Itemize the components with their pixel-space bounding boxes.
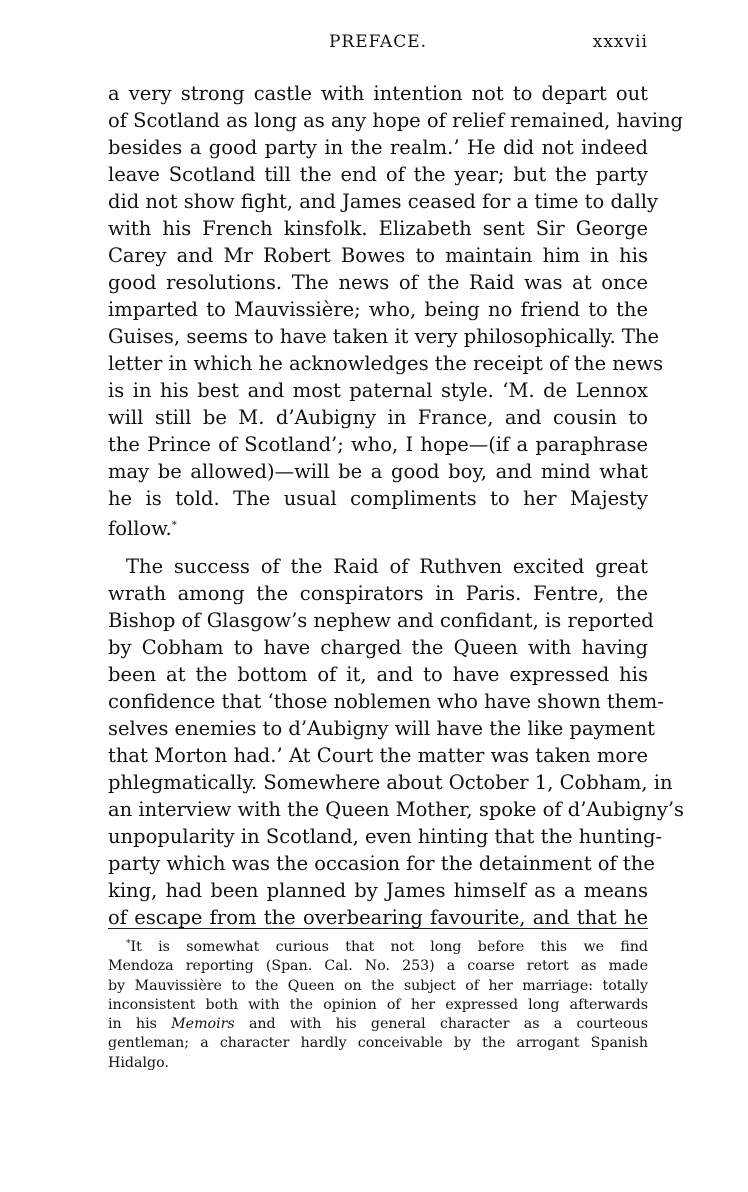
text-line: an interview with the Queen Mother, spoke of d’Aubigny’s xyxy=(108,798,685,821)
footnote xyxy=(108,935,648,1073)
text-line: selves enemies to d’Aubigny will have the like payment xyxy=(108,717,655,740)
text-line: he is told. The usual compliments to her Majesty xyxy=(108,487,648,510)
text-line: that Morton had.’ At Court the matter was taken more xyxy=(108,744,648,767)
footnote-text: inconsistent both with the opinion of her expressed long afterwards xyxy=(108,996,648,1013)
text-line: phlegmatically. Somewhere about October 1, Cobham, in xyxy=(108,771,673,794)
text-line: imparted to Mauvissière; who, being no friend to the xyxy=(108,298,648,321)
running-head-title: PREFACE. xyxy=(328,32,428,52)
page-number: xxxvii xyxy=(592,32,648,52)
text-line: leave Scotland till the end of the year; but the party xyxy=(108,163,648,186)
text-line: Bishop of Glasgow’s nephew and confidant, is reported xyxy=(108,609,654,632)
footnote-text: in his xyxy=(108,1016,172,1033)
text-line: letter in which he acknowledges the receipt of the news xyxy=(108,352,664,375)
footnote-text: It is somewhat curious that not long before this we find xyxy=(130,939,648,955)
text-line: unpopularity in Scotland, even hinting that the hunting- xyxy=(108,825,663,848)
text-line: a very strong castle with intention not to depart out xyxy=(108,82,648,105)
text-line: of Scotland as long as any hope of relief remained, having xyxy=(108,109,684,132)
footnote-mark: * xyxy=(126,939,131,949)
text-line-last xyxy=(108,512,648,542)
text-line: follow. xyxy=(108,517,172,540)
footnote-reference[interactable]: * xyxy=(171,520,177,531)
text-line: besides a good party in the realm.’ He did not indeed xyxy=(108,136,648,159)
running-head xyxy=(108,32,648,56)
text-line: Carey and Mr Robert Bowes to maintain him in his xyxy=(108,244,648,267)
text-line: party which was the occasion for the detainment of the xyxy=(108,852,655,875)
footnote-text: Mendoza reporting (Span. Cal. No. 253) a coarse retort as made xyxy=(108,958,648,975)
paragraph-2 xyxy=(108,553,685,931)
text-line: The success of the Raid of Ruthven excited great xyxy=(126,555,648,578)
text-line: may be allowed)—will be a good boy, and mind what xyxy=(108,460,648,483)
paragraph-1 xyxy=(108,80,684,542)
text-line: confidence that ‘those noblemen who have shown them- xyxy=(108,690,664,713)
footnote-text: and with his general character as a courteous xyxy=(248,1016,648,1033)
footnote-divider xyxy=(108,928,648,929)
footnote-text: by Mauvissière to the Queen on the subject of her marriage: totally xyxy=(108,977,648,994)
text-line: Guises, seems to have taken it very philosophically. The xyxy=(108,325,659,348)
body-text xyxy=(108,80,685,931)
text-line: of escape from the overbearing favourite, and that he xyxy=(108,906,648,929)
text-line: been at the bottom of it, and to have expressed his xyxy=(108,663,648,686)
text-line: will still be M. d’Aubigny in France, and cousin to xyxy=(108,406,648,429)
footnote-text: Hidalgo. xyxy=(108,1054,169,1071)
footnote-line-1 xyxy=(108,935,648,957)
text-line: did not show fight, and James ceased for a time to dally xyxy=(108,190,659,213)
text-line: the Prince of Scotland’; who, I hope—(if a paraphrase xyxy=(108,433,648,456)
text-line: king, had been planned by James himself as a means xyxy=(108,879,648,902)
text-line: good resolutions. The news of the Raid was at once xyxy=(108,271,648,294)
text-line: is in his best and most paternal style. ‘M. de Lennox xyxy=(108,379,648,402)
footnote-line-5 xyxy=(108,1015,648,1034)
text-line: wrath among the conspirators in Paris. Fentre, the xyxy=(108,582,648,605)
footnote-text: gentleman; a character hardly conceivable by the arrogant Spanish xyxy=(108,1035,648,1052)
text-line: by Cobham to have charged the Queen with having xyxy=(108,636,648,659)
footnote-italic-title: Memoirs xyxy=(171,1016,235,1033)
text-line: with his French kinsfolk. Elizabeth sent Sir George xyxy=(108,217,648,240)
